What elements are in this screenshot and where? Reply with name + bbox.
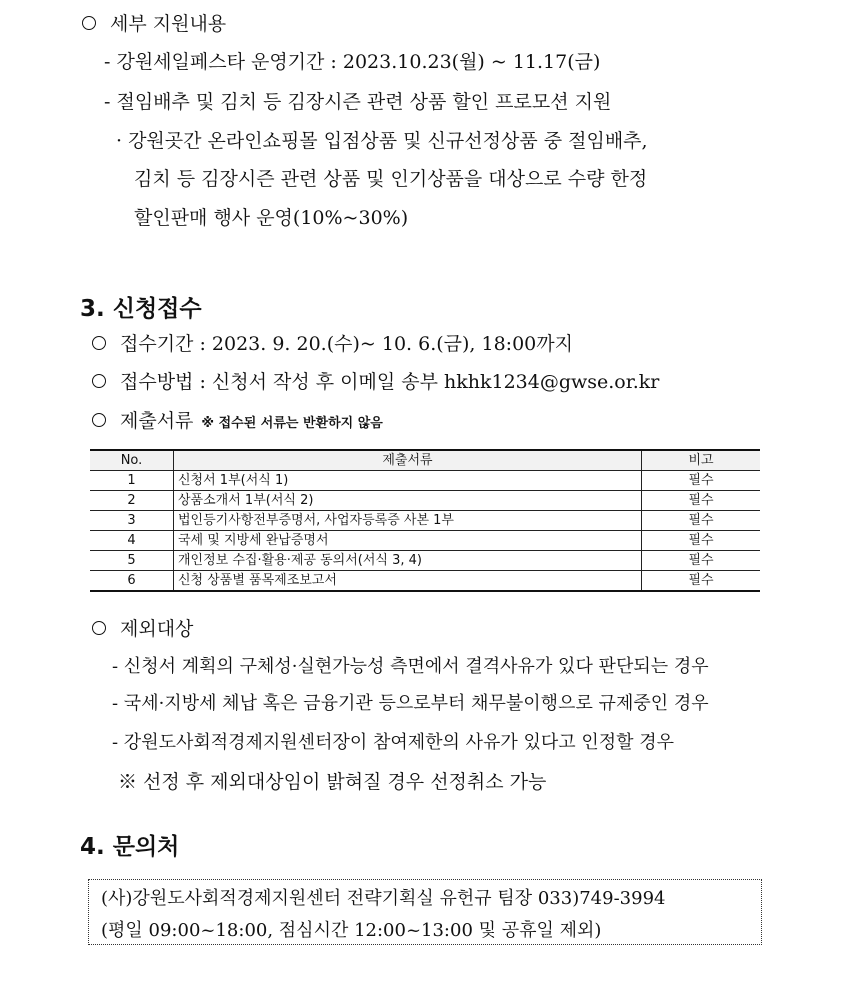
circle-bullet-icon [92,374,106,388]
row-note: 필수 [642,531,761,551]
row-document: 신청 상품별 품목제조보고서 [174,571,642,592]
table-row [90,491,760,511]
contact-box [88,879,762,945]
row-document: 개인정보 수집·활용·제공 동의서(서식 3, 4) [174,551,642,571]
row-document: 법인등기사항전부증명서, 사업자등록증 사본 1부 [174,511,642,531]
contact-line-2: (평일 09:00~18:00, 점심시간 12:00~13:00 및 공휴일 제외) [101,920,602,941]
circle-bullet-icon [92,336,106,350]
header-no: No. [90,450,174,471]
table-row [90,551,760,571]
row-no: 6 [90,571,174,592]
exclusion-item-2: - 국세·지방세 체납 혹은 금융기관 등으로부터 채무불이행으로 규제중인 경우 [112,693,709,714]
row-document: 신청서 1부(서식 1) [174,471,642,491]
section3-heading: 3. 신청접수 [80,296,202,322]
header-note: 비고 [642,450,761,471]
detail-sub-line-2: 김치 등 김장시즌 관련 상품 및 인기상품을 대상으로 수량 한정 [134,168,648,190]
application-period: 접수기간 : 2023. 9. 20.(수)~ 10. 6.(금), 18:00까지 [92,332,573,356]
row-document: 상품소개서 1부(서식 2) [174,491,642,511]
row-document: 국세 및 지방세 완납증명서 [174,531,642,551]
row-no: 1 [90,471,174,491]
row-no: 4 [90,531,174,551]
header-document: 제출서류 [174,450,642,471]
row-note: 필수 [642,551,761,571]
row-no: 5 [90,551,174,571]
docs-note: ※ 접수된 서류는 반환하지 않음 [201,416,383,431]
row-note: 필수 [642,571,761,592]
exclusion-note: ※ 선정 후 제외대상임이 밝혀질 경우 선정취소 가능 [118,771,547,793]
row-note: 필수 [642,471,761,491]
section4-heading: 4. 문의처 [80,834,180,860]
submission-docs-table [90,449,760,592]
row-note: 필수 [642,511,761,531]
detail-sub-line-3: 할인판매 행사 운영(10%~30%) [134,207,409,229]
detail-title: 세부 지원내용 [82,12,226,36]
submission-docs-title: 제출서류 ※ 접수된 서류는 반환하지 않음 [92,409,383,436]
detail-sub-line-1: · 강원곳간 온라인쇼핑몰 입점상품 및 신규선정상품 중 절임배추, [116,130,648,152]
table-row [90,531,760,551]
row-note: 필수 [642,491,761,511]
exclusion-item-1: - 신청서 계획의 구체성·실현가능성 측면에서 결격사유가 있다 판단되는 경우 [112,656,709,677]
exclusion-item-3: - 강원도사회적경제지원센터장이 참여제한의 사유가 있다고 인정할 경우 [112,732,675,753]
exclusion-title: 제외대상 [92,617,193,641]
contact-line-1: (사)강원도사회적경제지원센터 전략기획실 유헌규 팀장 033)749-3994 [101,888,666,909]
table-header-row [90,450,760,471]
table-row [90,471,760,491]
table-row [90,571,760,592]
detail-item-period: - 강원세일페스타 운영기간 : 2023.10.23(월) ~ 11.17(금) [104,51,601,73]
application-method: 접수방법 : 신청서 작성 후 이메일 송부 hkhk1234@gwse.or.kr [92,370,659,394]
row-no: 3 [90,511,174,531]
circle-bullet-icon [92,413,106,427]
circle-bullet-icon [92,621,106,635]
circle-bullet-icon [82,16,96,30]
table-row [90,511,760,531]
detail-item-promotion: - 절임배추 및 김치 등 김장시즌 관련 상품 할인 프로모션 지원 [104,91,612,113]
row-no: 2 [90,491,174,511]
